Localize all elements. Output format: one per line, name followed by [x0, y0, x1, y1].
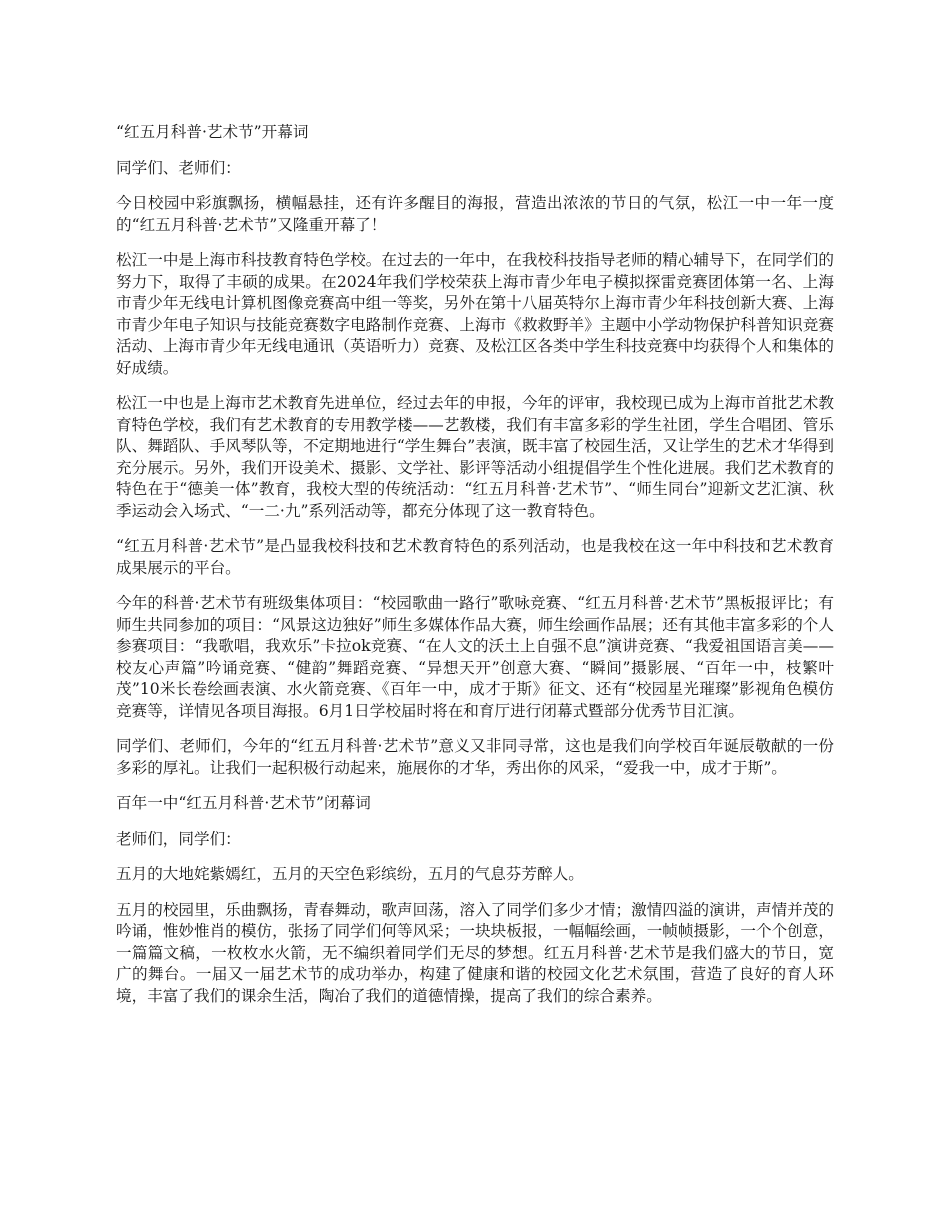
paragraph: 松江一中是上海市科技教育特色学校。在过去的一年中，在我校科技指导老师的精心辅导下，在同学们的努力下，取得了丰硕的成果。在2024年我们学校荣获上海市青少年电子模拟探雷竞赛团体第一名、上海市青少年无线电计算机图像竞赛高中组一等奖，另外在第十八届英特尔上海市青少年科技创新大赛、上海市青少年电子知识与技能竞赛数字电路制作竞赛、上海市《救救野羊》主题中小学动物保护科普知识竞赛活动、上海市青少年无线电通讯（英语听力）竞赛、及松江区各类中学生科技竞赛中均获得个人和集体的好成绩。 — [116, 251, 834, 377]
paragraph: 五月的校园里，乐曲飘扬，青春舞动，歌声回荡，溶入了同学们多少才情；激情四溢的演讲，声情并茂的吟诵，惟妙惟肖的模仿，张扬了同学们何等风采；一块块板报，一幅幅绘画，一帧帧摄影，一个个创意，一篇篇文稿，一枚枚水火箭，无不编织着同学们无尽的梦想。红五月科普·艺术节是我们盛大的节日，宽广的舞台。一届又一届艺术节的成功举办，构建了健康和谐的校园文化艺术氛围，营造了良好的育人环境，丰富了我们的课余生活，陶冶了我们的道德情操，提高了我们的综合素养。 — [116, 900, 834, 1005]
opening-salutation: 同学们、老师们： — [116, 158, 241, 177]
closing-title: 百年一中“红五月科普·艺术节”闭幕词 — [116, 794, 371, 812]
opening-title: “红五月科普·艺术节”开幕词 — [116, 123, 309, 141]
closing-salutation: 老师们，同学们： — [116, 829, 241, 848]
paragraph: 松江一中也是上海市艺术教育先进单位，经过去年的申报，今年的评审，我校现已成为上海市首批艺术教育特色学校，我们有艺术教育的专用教学楼——艺教楼，我们有丰富多彩的学生社团，学生合唱团、管乐队、舞蹈队、手风琴队等，不定期地进行“学生舞台”表演，既丰富了校园生活，又让学生的艺术才华得到充分展示。另外，我们开设美术、摄影、文学社、影评等活动小组提倡学生个性化进展。我们艺术教育的特色在于“德美一体”教育，我校大型的传统活动：“红五月科普·艺术节”、“师生同台”迎新文艺汇演、秋季运动会入场式、“一二·九”系列活动等，都充分体现了这一教育特色。 — [116, 394, 834, 520]
document-body — [116, 122, 834, 1021]
paragraph: 同学们、老师们，今年的“红五月科普·艺术节”意义又非同寻常，这也是我们向学校百年诞辰敬献的一份多彩的厚礼。让我们一起积极行动起来，施展你的才华，秀出你的风采，“爱我一中，成才于斯”。 — [116, 737, 834, 777]
paragraph: “红五月科普·艺术节”是凸显我校科技和艺术教育特色的系列活动，也是我校在这一年中科技和艺术教育成果展示的平台。 — [116, 537, 834, 577]
paragraph: 五月的大地姹紫嫣红，五月的天空色彩缤纷，五月的气息芬芳醉人。 — [116, 865, 584, 883]
paragraph: 今年的科普·艺术节有班级集体项目：“校园歌曲一路行”歌咏竞赛、“红五月科普·艺术节”黑板报评比；有师生共同参加的项目：“风景这边独好”师生多媒体作品大赛，师生绘画作品展；还有其他丰富多彩的个人参赛项目：“我歌唱，我欢乐”卡拉ok竞赛、“在人文的沃土上自强不息”演讲竞赛、“我爱祖国语言美——校友心声篇”吟诵竞赛、“健韵”舞蹈竞赛、“异想天开”创意大赛、“瞬间”摄影展、“百年一中，枝繁叶茂”10米长卷绘画表演、水火箭竞赛、《百年一中，成才于斯》征文、还有“校园星光璀璨”影视角色模仿竞赛等，详情见各项目海报。6月1日学校届时将在和育厅进行闭幕式暨部分优秀节目汇演。 — [116, 594, 834, 720]
paragraph: 今日校园中彩旗飘扬，横幅悬挂，还有许多醒目的海报，营造出浓浓的节日的气氛，松江一中一年一度的“红五月科普·艺术节”又隆重开幕了！ — [116, 194, 834, 234]
